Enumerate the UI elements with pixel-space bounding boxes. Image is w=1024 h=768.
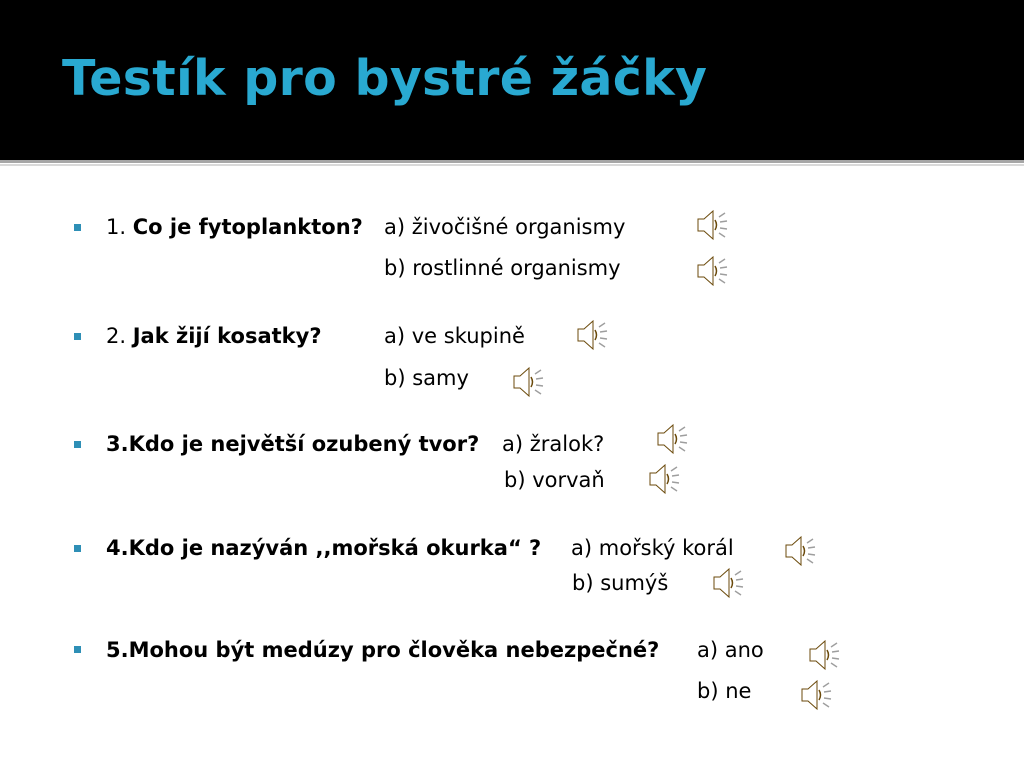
question-5-text: 5.Mohou být medúzy pro člověka nebezpečné? xyxy=(106,638,660,662)
answer-4b: b) sumýš xyxy=(572,571,669,595)
speaker-icon-4b[interactable] xyxy=(710,566,744,600)
answer-2b: b) samy xyxy=(384,366,469,390)
answer-4a: a) mořský korál xyxy=(571,536,734,560)
answer-3a: a) žralok? xyxy=(502,432,605,456)
speaker-icon-1a[interactable] xyxy=(694,208,728,242)
answer-5a: a) ano xyxy=(697,638,764,662)
question-5 xyxy=(106,637,659,663)
speaker-icon-5b[interactable] xyxy=(798,678,832,712)
speaker-icon-2b[interactable] xyxy=(510,365,544,399)
slide-title: Testík pro bystré žáčky xyxy=(62,50,708,107)
question-2 xyxy=(106,323,322,349)
speaker-icon-4a[interactable] xyxy=(782,534,816,568)
question-2-text: Jak žijí kosatky? xyxy=(132,324,322,348)
bullet-3 xyxy=(74,441,81,448)
answer-1a: a) živočišné organismy xyxy=(384,215,626,239)
speaker-icon-5a[interactable] xyxy=(806,638,840,672)
question-4 xyxy=(106,535,541,561)
question-3-text: 3.Kdo je největší ozubený tvor? xyxy=(106,432,480,456)
bullet-4 xyxy=(74,545,81,552)
question-1-number: 1. xyxy=(106,215,127,239)
answer-5b: b) ne xyxy=(697,679,752,703)
question-1 xyxy=(106,214,363,240)
answer-3b: b) vorvaň xyxy=(504,468,605,492)
bullet-1 xyxy=(74,224,81,231)
header-divider xyxy=(0,160,1024,163)
slide-header xyxy=(0,0,1024,160)
speaker-icon-2a[interactable] xyxy=(574,318,608,352)
question-2-number: 2. xyxy=(106,324,127,348)
answer-2a: a) ve skupině xyxy=(384,324,525,348)
header-divider-light xyxy=(0,164,1024,166)
speaker-icon-3b[interactable] xyxy=(646,462,680,496)
question-1-text: Co je fytoplankton? xyxy=(132,215,363,239)
speaker-icon-1b[interactable] xyxy=(694,254,728,288)
speaker-icon-3a[interactable] xyxy=(654,422,688,456)
bullet-5 xyxy=(74,646,81,653)
bullet-2 xyxy=(74,333,81,340)
question-3 xyxy=(106,431,479,457)
answer-1b: b) rostlinné organismy xyxy=(384,256,621,280)
question-4-text: 4.Kdo je nazýván ,,mořská okurka“ ? xyxy=(106,536,542,560)
